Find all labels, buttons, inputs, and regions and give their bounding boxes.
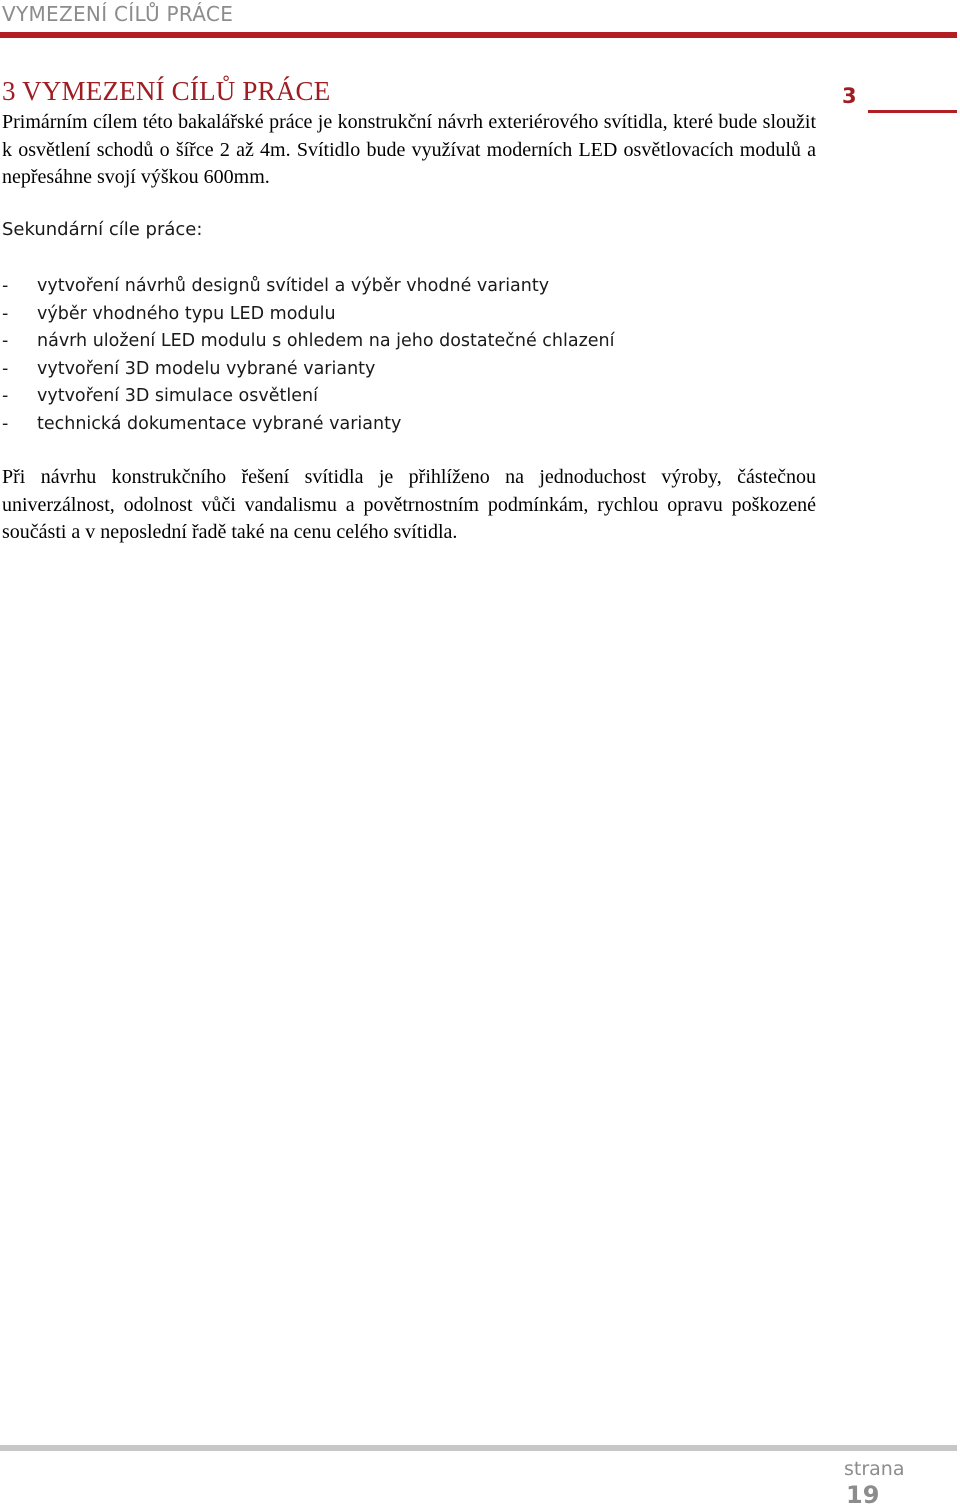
bullet-dash: - <box>2 276 9 296</box>
bullet-dash: - <box>2 386 9 406</box>
footer-divider <box>0 1445 957 1451</box>
secondary-goals-label: Sekundární cíle práce: <box>2 219 203 240</box>
list-item-text: vytvoření návrhů designů svítidel a výběr vhodné varianty <box>37 276 550 296</box>
chapter-number-underline <box>868 110 957 113</box>
list-item <box>2 383 615 411</box>
list-item <box>2 356 615 384</box>
running-header-title: VYMEZENÍ CÍLŮ PRÁCE <box>2 2 234 26</box>
list-item-text: návrh uložení LED modulu s ohledem na jeho dostatečné chlazení <box>37 331 615 351</box>
list-item <box>2 301 615 329</box>
bullet-dash: - <box>2 331 9 351</box>
list-item-text: technická dokumentace vybrané varianty <box>37 413 402 434</box>
intro-paragraph: Primárním cílem této bakalářské práce je konstrukční návrh exteriérového svítidla, které bude sloužit k osvětlení schodů o šířce 2 až 4m. Svítidlo bude využívat moderních LED osvětlovacích modulů a nepřesáhne svojí výškou 600mm. <box>2 111 816 188</box>
list-item <box>2 328 615 356</box>
closing-paragraph: Při návrhu konstrukčního řešení svítidla je přihlíženo na jednoduchost výroby, částečnou univerzálnost, odolnost vůči vandalismu a povětrnostním podmínkám, rychlou opravu poškozené součásti a v neposlední řadě také na cenu celého svítidla. <box>2 466 816 543</box>
chapter-heading: 3 VYMEZENÍ CÍLŮ PRÁCE <box>2 76 331 106</box>
secondary-goals-list <box>2 273 615 438</box>
chapter-number: 3 <box>842 84 857 108</box>
list-item-text: vytvoření 3D simulace osvětlení <box>37 386 318 406</box>
bullet-dash: - <box>2 413 9 434</box>
header-divider <box>0 32 957 38</box>
list-item <box>2 273 615 301</box>
list-item <box>2 411 615 439</box>
page-label: strana <box>844 1458 905 1480</box>
list-item-text: vytvoření 3D modelu vybrané varianty <box>37 358 376 379</box>
page-number: 19 <box>846 1481 880 1509</box>
list-item-text: výběr vhodného typu LED modulu <box>37 303 336 324</box>
bullet-dash: - <box>2 358 9 379</box>
bullet-dash: - <box>2 303 9 324</box>
